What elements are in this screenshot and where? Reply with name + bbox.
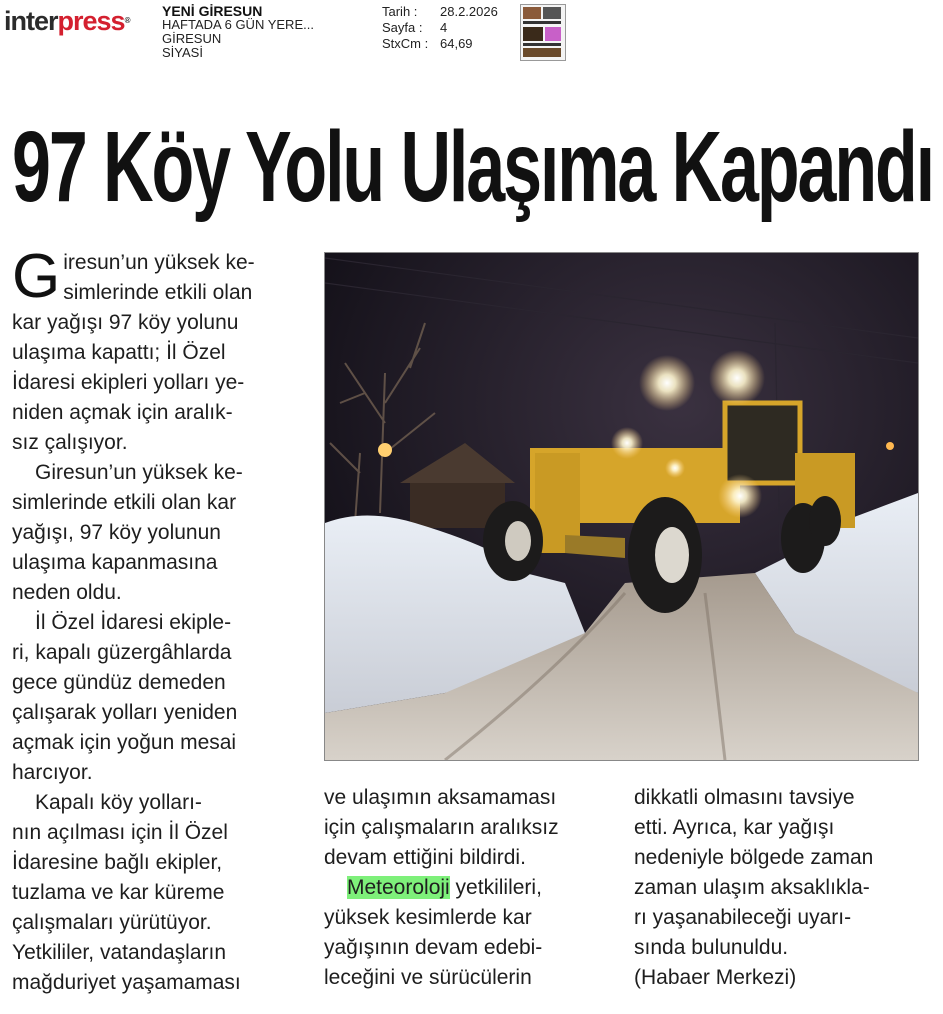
highlighted-keyword: Meteoroloji <box>347 876 450 899</box>
article-headline: 97 Köy Yolu Ulaşıma Kapandı <box>12 111 934 223</box>
article-photo-snow-grader <box>324 252 919 761</box>
interpress-logo: interpress® <box>4 6 130 36</box>
publication-city: GİRESUN <box>162 31 222 46</box>
meta-date: 28.2.2026 <box>440 4 498 19</box>
article-source: (Habaer Merkezi) <box>634 966 797 989</box>
publication-category: SİYASİ <box>162 45 203 60</box>
drop-cap: G <box>12 242 61 311</box>
clipping-meta <box>382 4 498 52</box>
meta-page: 4 <box>440 20 448 35</box>
paragraph-5: ve ulaşımın aksamaması için çalışmaların aralıksız devam ettiğini bildirdi. <box>324 786 559 869</box>
publication-name: YENİ GİRESUN <box>162 3 263 19</box>
paragraph-3: İl Özel İdaresi ekiple- ri, kapalı güzergâhlarda gece gündüz demeden çalışarak yolları yeniden açmak için yoğun mesai harcıyor. <box>12 611 238 784</box>
article-column-3 <box>634 783 929 993</box>
paragraph-lead: Giresun’un yüksek ke- simlerinde etkili olan kar yağışı 97 köy yolunu ulaşıma kapattı; İl Özel İdaresi ekipleri yolları ye- niden açmak için aralık- sız çalışıyor. <box>12 242 255 454</box>
page-thumbnail[interactable] <box>520 4 566 61</box>
publication-info <box>162 4 362 60</box>
paragraph-6: Meteoroloji yetkilileri, yüksek kesimlerde kar yağışının devam edebi- leceğini ve sürücülerin <box>324 876 543 989</box>
paragraph-4: Kapalı köy yolları- nın açılması için İl Özel İdaresine bağlı ekipler, tuzlama ve kar küreme çalışmaları yürütüyor. Yetkililer, vatandaşların mağduriyet yaşamaması <box>12 791 241 994</box>
meta-row-stxcm: StxCm : 64,69 <box>382 36 473 51</box>
article-column-2 <box>324 783 614 993</box>
publication-frequency: HAFTADA 6 GÜN YERE... <box>162 17 314 32</box>
article-column-1 <box>12 242 292 998</box>
paragraph-7: dikkatli olmasını tavsiye etti. Ayrıca, kar yağışı nedeniyle bölgede zaman zaman ulaşım aksaklıkla- rı yaşanabileceği uyarı- sında bulunuldu. (Habaer Merkezi) <box>634 786 874 989</box>
meta-row-page: Sayfa : 4 <box>382 20 448 35</box>
meta-stxcm: 64,69 <box>440 36 473 51</box>
paragraph-2: Giresun’un yüksek ke- simlerinde etkili olan kar yağışı, 97 köy yolunun ulaşıma kapanmasına neden oldu. <box>12 461 243 604</box>
meta-row-date: Tarih : 28.2.2026 <box>382 4 498 19</box>
